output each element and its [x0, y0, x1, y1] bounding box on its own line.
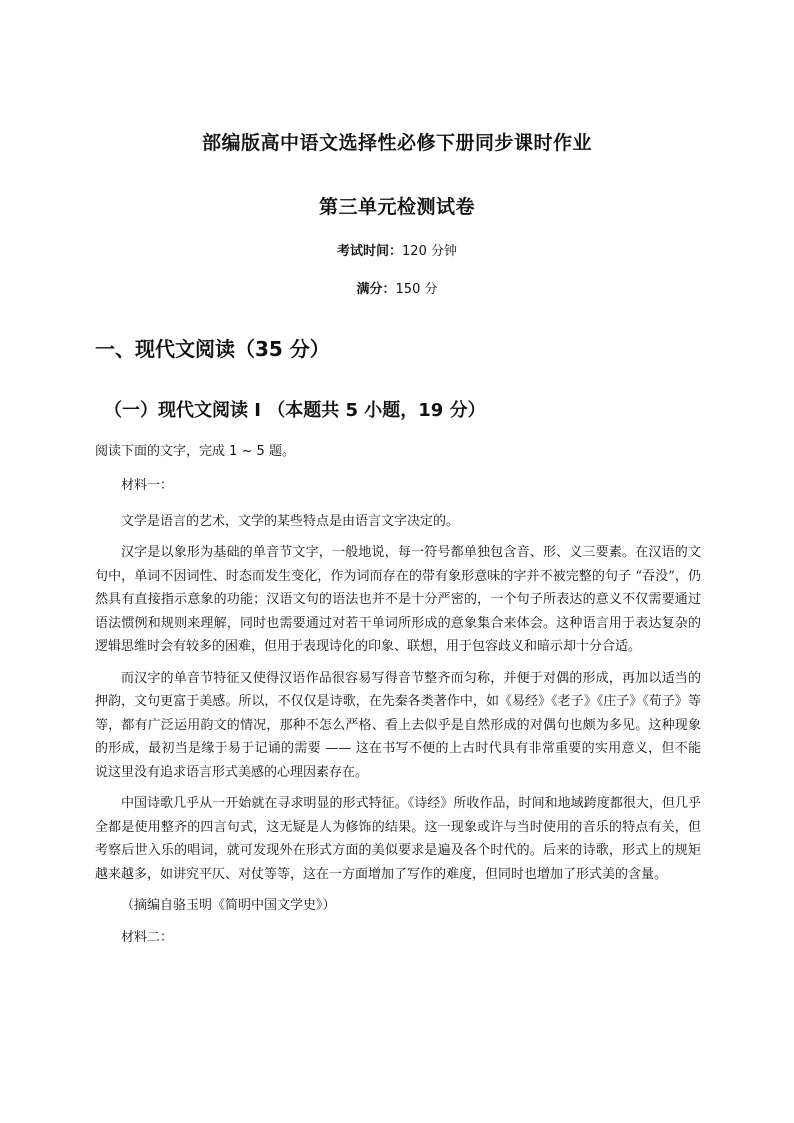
reading-instruction: 阅读下面的文字，完成 1 ~ 5 题。 — [95, 444, 295, 459]
full-score — [0, 278, 794, 297]
material-two-label: 材料二： — [121, 929, 174, 945]
passage-paragraph: 文学是语言的艺术，文学的某些特点是由语言文字决定的。 — [121, 513, 460, 529]
document-title: 部编版高中语文选择性必修下册同步课时作业 — [201, 132, 592, 154]
document-subtitle: 第三单元检测试卷 — [318, 196, 475, 218]
full-score-label: 满分： — [356, 282, 396, 297]
passage-paragraph: 汉字是以象形为基础的单音节文字，一般地说，每一符号都单独包含音、形、义三要素。在汉语的文句中，单词不因词性、时态而发生变化，作为词而存在的带有象形意味的字并不被完整的句子 “吞没”，仍然具有直接指示意象的功能；汉语文句的语法也并不是十分严密的，一个句子所表达的意义不仅需要通过语法惯例和规则来理解，同时也需要通过对若干单词所形成的意象集合来体会。这种语言用于表达复杂的逻辑思维时会有较多的困难，但用于表现诗化的印象、联想，用于包容歧义和暗示却十分合适。 — [95, 545, 701, 654]
section-heading: 一、现代文阅读（35 分） — [95, 337, 330, 361]
exam-time — [0, 240, 794, 259]
passage-source: （摘编自骆玉明《简明中国文学史》） — [121, 898, 336, 913]
full-score-value: 150 分 — [395, 282, 438, 297]
exam-time-label: 考试时间： — [337, 244, 403, 259]
material-one-label: 材料一： — [121, 478, 174, 493]
passage-paragraph: 而汉字的单音节特征又使得汉语作品很容易写得音节整齐而匀称，并便于对偶的形成，再加以适当的押韵，文句更富于美感。所以，不仅仅是诗歌，在先秦各类著作中，如《易经》《老子》《庄子》《荀子》等等，都有广泛运用韵文的情况，那种不怎么严格、看上去似乎是自然形成的对偶句也颇为多见。这种现象的形成，最初当是缘于易于记诵的需要 —— 这在书写不便的上古时代具有非常重要的实用意义，但不能说这里没有追求语言形式美感的心理因素存在。 — [95, 670, 701, 780]
subsection-heading: （一）现代文阅读 Ⅰ （本题共 5 小题，19 分） — [104, 400, 486, 421]
reading-passage — [95, 474, 701, 961]
exam-time-value: 120 分钟 — [402, 244, 457, 259]
passage-paragraph: 中国诗歌几乎从一开始就在寻求明显的形式特征。《诗经》所收作品，时间和地域跨度都很大，但几乎全都是使用整齐的四言句式，这无疑是人为修饰的结果。这一现象或许与当时使用的音乐的特点有关，但考察后世入乐的唱词，就可发现外在形式方面的美似要求是遍及各个时代的。后来的诗歌，形式上的规矩越来越多，如讲究平仄、对仗等等，这在一方面增加了写作的难度，但同时也增加了形式美的含量。 — [95, 796, 701, 882]
